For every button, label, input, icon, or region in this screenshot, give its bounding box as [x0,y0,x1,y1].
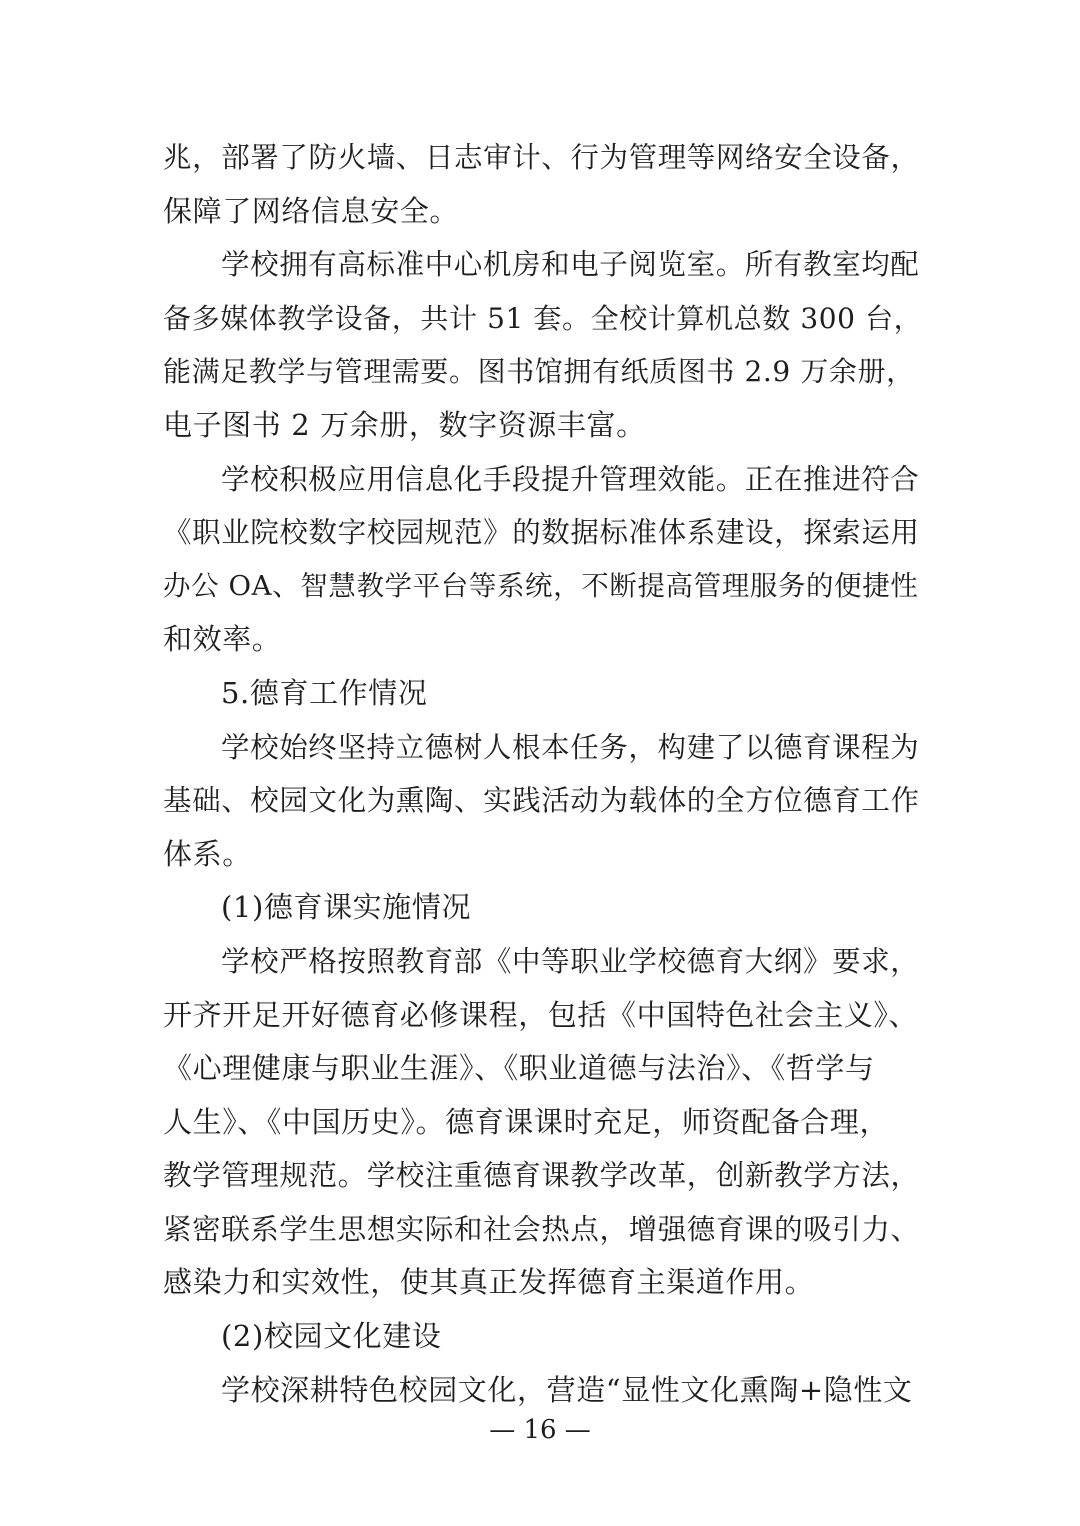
body-text [163,131,923,1417]
text-line: 感染力和实效性，使其真正发挥德育主渠道作用。 [163,1265,815,1300]
text-line: 学校积极应用信息化手段提升管理效能。正在推进符合 [221,462,920,496]
page-number: — 16 — [489,1415,591,1445]
text-line: 兆，部署了防火墙、日志审计、行为管理等网络安全设备， [163,141,920,174]
text-line: 学校拥有高标准中心机房和电子阅览室。所有教室均配 [221,248,920,282]
text-line: (2)校园文化建设 [221,1319,442,1354]
text-line: 能满足教学与管理需要。图书馆拥有纸质图书 2.9 万余册， [163,355,915,389]
text-line: 备多媒体教学设备，共计 51 套。全校计算机总数 300 台， [163,301,923,335]
text-line: 基础、校园文化为熏陶、实践活动为载体的全方位德育工作 [163,784,920,818]
text-line: 和效率。 [163,622,282,657]
text-line: 电子图书 2 万余册，数字资源丰富。 [163,407,646,442]
text-line: 《职业院校数字校园规范》的数据标准体系建设，探索运用 [163,516,920,550]
text-line: 学校严格按照教育部《中等职业学校德育大纲》要求， [221,944,920,978]
text-line: 人生》、《中国历史》。德育课课时充足，师资配备合理， [163,1104,890,1139]
text-line: (1)德育课实施情况 [221,890,472,925]
text-line: 开齐开足开好德育必修课程，包括《中国特色社会主义》、 [163,997,919,1032]
text-line: 保障了网络信息安全。 [163,193,460,228]
text-line: 5.德育工作情况 [221,675,428,710]
text-line: 紧密联系学生思想实际和社会热点，增强德育课的吸引力、 [163,1212,920,1246]
text-line: 《心理健康与职业生涯》、《职业道德与法治》、《哲学与 [163,1051,875,1086]
text-line: 办公 OA、智慧教学平台等系统，不断提高管理服务的便捷性 [163,569,919,602]
text-line: 教学管理规范。学校注重德育课教学改革，创新教学方法， [163,1159,920,1193]
text-line: 体系。 [163,836,252,871]
text-line: 学校深耕特色校园文化，营造“显性文化熏陶+隐性文 [221,1372,913,1407]
text-line: 学校始终坚持立德树人根本任务，构建了以德育课程为 [221,730,920,764]
